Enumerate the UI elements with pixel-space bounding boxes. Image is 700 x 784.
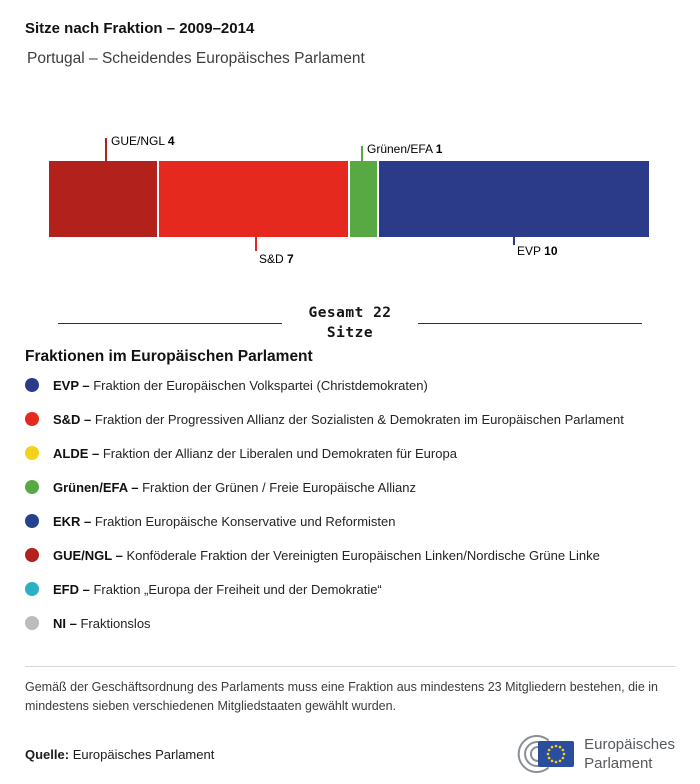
legend-dot <box>25 514 39 528</box>
stacked-bar <box>49 161 649 237</box>
european-parliament-logo-icon <box>510 732 576 776</box>
bar-segment-1 <box>159 161 348 237</box>
callout-seats: 7 <box>287 252 294 266</box>
callout-label <box>367 142 442 156</box>
legend-dot <box>25 480 39 494</box>
callout-tick <box>105 138 107 161</box>
right-rule <box>418 323 642 324</box>
legend-item-2 <box>0 436 700 470</box>
total-label <box>282 303 417 343</box>
bar-segment-3 <box>379 161 649 237</box>
legend-dot <box>25 616 39 630</box>
legend-item-5 <box>0 538 700 572</box>
legend-dot <box>25 446 39 460</box>
callout-fraktion: S&D <box>259 252 284 266</box>
legend-dot <box>25 548 39 562</box>
legend-text: S&D – Fraktion der Progressiven Allianz der Sozialisten & Demokraten im Europäischen Parlament <box>53 411 624 427</box>
callout-label <box>517 244 558 258</box>
source-label: Quelle: <box>25 746 70 762</box>
footnote: Gemäß der Geschäftsordnung des Parlaments muss eine Fraktion aus mindestens 23 Mitgliedern bestehen, die in mindestens sieben verschiedenen Mitgliedstaaten gewählt wurden. <box>25 680 658 713</box>
callout-label <box>111 134 175 148</box>
legend-item-7 <box>0 606 700 640</box>
callout-fraktion: EVP <box>517 244 541 258</box>
source-value: Europäisches Parlament <box>72 746 215 762</box>
legend-text: EFD – Fraktion „Europa der Freiheit und der Demokratie“ <box>53 581 382 597</box>
ep-logo-text-line1: Europäisches <box>584 736 675 753</box>
page-title: Sitze nach Fraktion – 2009–2014 <box>25 20 255 37</box>
legend-heading: Fraktionen im Europäischen Parlament <box>25 348 313 365</box>
callout-seats: 1 <box>435 142 443 156</box>
legend-list <box>0 368 700 640</box>
callout-seats: 10 <box>544 244 558 258</box>
callout-tick <box>255 237 257 251</box>
legend-item-0 <box>0 368 700 402</box>
bar-segment-2 <box>350 161 377 237</box>
legend-item-3 <box>0 470 700 504</box>
legend-text: NI – Fraktionslos <box>53 615 151 631</box>
legend-dot <box>25 412 39 426</box>
callout-label <box>259 252 294 266</box>
legend-item-1 <box>0 402 700 436</box>
source <box>25 747 214 762</box>
header <box>0 0 700 69</box>
ep-logo-text-line2: Parlament <box>584 755 653 772</box>
legend-text: EKR – Fraktion Europäische Konservative und Reformisten <box>53 513 396 529</box>
legend-text: Grünen/EFA – Fraktion der Grünen / Freie Europäische Allianz <box>53 479 416 495</box>
left-rule <box>58 323 282 324</box>
callout-fraktion: Grünen/EFA <box>367 142 433 156</box>
page-subtitle: Portugal – Scheidendes Europäisches Parlament <box>27 50 365 67</box>
legend-dot <box>25 378 39 392</box>
legend-text: ALDE – Fraktion der Allianz der Liberalen und Demokraten für Europa <box>53 445 457 461</box>
divider <box>25 666 675 667</box>
legend-dot <box>25 582 39 596</box>
callout-seats: 4 <box>167 134 175 148</box>
legend-text: GUE/NGL – Konföderale Fraktion der Vereinigten Europäischen Linken/Nordische Grüne Linke <box>53 547 600 563</box>
total-unit: Sitze <box>326 325 374 341</box>
footer <box>25 732 675 776</box>
legend-item-4 <box>0 504 700 538</box>
ep-logo-text <box>584 735 675 773</box>
bar-segment-0 <box>49 161 157 237</box>
legend-item-6 <box>0 572 700 606</box>
seats-chart <box>25 133 675 283</box>
callout-tick <box>513 237 515 245</box>
callout-fraktion: GUE/NGL <box>111 134 165 148</box>
total-seats <box>58 303 642 343</box>
legend-text: EVP – Fraktion der Europäischen Volkspartei (Christdemokraten) <box>53 377 428 393</box>
ep-logo <box>510 732 675 776</box>
callout-tick <box>361 146 363 161</box>
total-count: Gesamt 22 <box>308 305 392 321</box>
